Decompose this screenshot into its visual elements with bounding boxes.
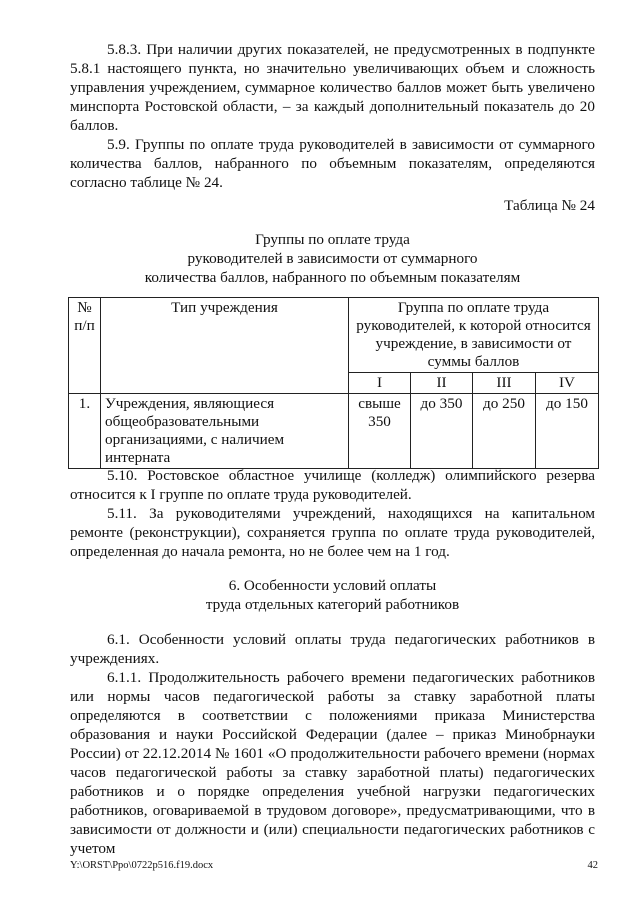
table-title-line-3: количества баллов, набранного по объемным показателям xyxy=(144,269,521,286)
header-type: Тип учреждения xyxy=(101,298,349,394)
paragraph-6-1: 6.1. Особенности условий оплаты труда педагогических работников в учреждениях. xyxy=(70,631,595,667)
footer-file-path: Y:\ORST\Ppo\0722p516.f19.docx xyxy=(70,860,214,871)
row-value-2: до 350 xyxy=(411,394,473,469)
table-header-row xyxy=(69,298,599,373)
table-24 xyxy=(68,297,599,469)
paragraph-6-1-1: 6.1.1. Продолжительность рабочего времени педагогических работников или нормы часов педагогической работы за ставку заработной платы определяются в соответствии с положениями приказа Министерства образования и науки Российской Федерации (далее – приказ Минобрнауки России) от 22.12.2014 № 1601 «О продолжительности рабочего времени (нормах часов педагогической работы за ставку заработной платы) педагогических работников и о порядке определения учебной нагрузки педагогических работников, оговариваемой в трудовом договоре», предусматривающими, что в зависимости от должности и (или) специальности педагогических работников с учетом xyxy=(70,669,595,857)
group-col-1: I xyxy=(349,373,411,394)
section-title xyxy=(70,576,595,614)
group-col-2: II xyxy=(411,373,473,394)
table-label-block xyxy=(70,196,595,215)
paragraph-5-8-3: 5.8.3. При наличии других показателей, не предусмотренных в подпункте 5.8.1 настоящего пункта, но значительно увеличивающих объем и сложность управления учреждением, суммарное количество баллов может быть увеличено минспорта Ростовской области, – за каждый дополнительный показатель до 20 баллов. xyxy=(70,41,595,134)
section-title-line-1: 6. Особенности условий оплаты xyxy=(228,577,437,594)
bottom-paragraphs xyxy=(70,630,595,858)
paragraph-5-10: 5.10. Ростовское областное училище (колледж) олимпийского резерва относится к I группе по оплате труда руководителей. xyxy=(70,467,595,503)
row-num: 1. xyxy=(69,394,101,469)
row-value-4: до 150 xyxy=(536,394,599,469)
table-title-line-2: руководителей в зависимости от суммарного xyxy=(187,250,478,267)
table-title-line-1: Группы по оплате труда xyxy=(255,231,410,248)
footer-page-number: 42 xyxy=(587,860,598,871)
row-value-3: до 250 xyxy=(473,394,536,469)
table-title xyxy=(70,230,595,287)
row-type: Учреждения, являющиеся общеобразовательными организациями, с наличием интерната xyxy=(101,394,349,469)
group-col-3: III xyxy=(473,373,536,394)
table-label: Таблица № 24 xyxy=(504,197,595,214)
table-row xyxy=(69,394,599,469)
group-col-4: IV xyxy=(536,373,599,394)
header-num: № п/п xyxy=(69,298,101,394)
header-group: Группа по оплате труда руководителей, к которой относится учреждение, в зависимости от суммы баллов xyxy=(349,298,599,373)
section-title-line-2: труда отдельных категорий работников xyxy=(205,596,460,613)
middle-paragraphs xyxy=(70,466,595,561)
row-value-1: свыше 350 xyxy=(349,394,411,469)
paragraph-5-9: 5.9. Группы по оплате труда руководителей в зависимости от суммарного количества баллов, набранного по объемным показателям, определяются согласно таблице № 24. xyxy=(70,136,595,191)
top-paragraphs xyxy=(70,40,595,192)
paragraph-5-11: 5.11. За руководителями учреждений, находящихся на капитальном ремонте (реконструкции), сохраняется группа по оплате труда руководителей, определенная до начала ремонта, но не более чем на 1 год. xyxy=(70,505,595,560)
